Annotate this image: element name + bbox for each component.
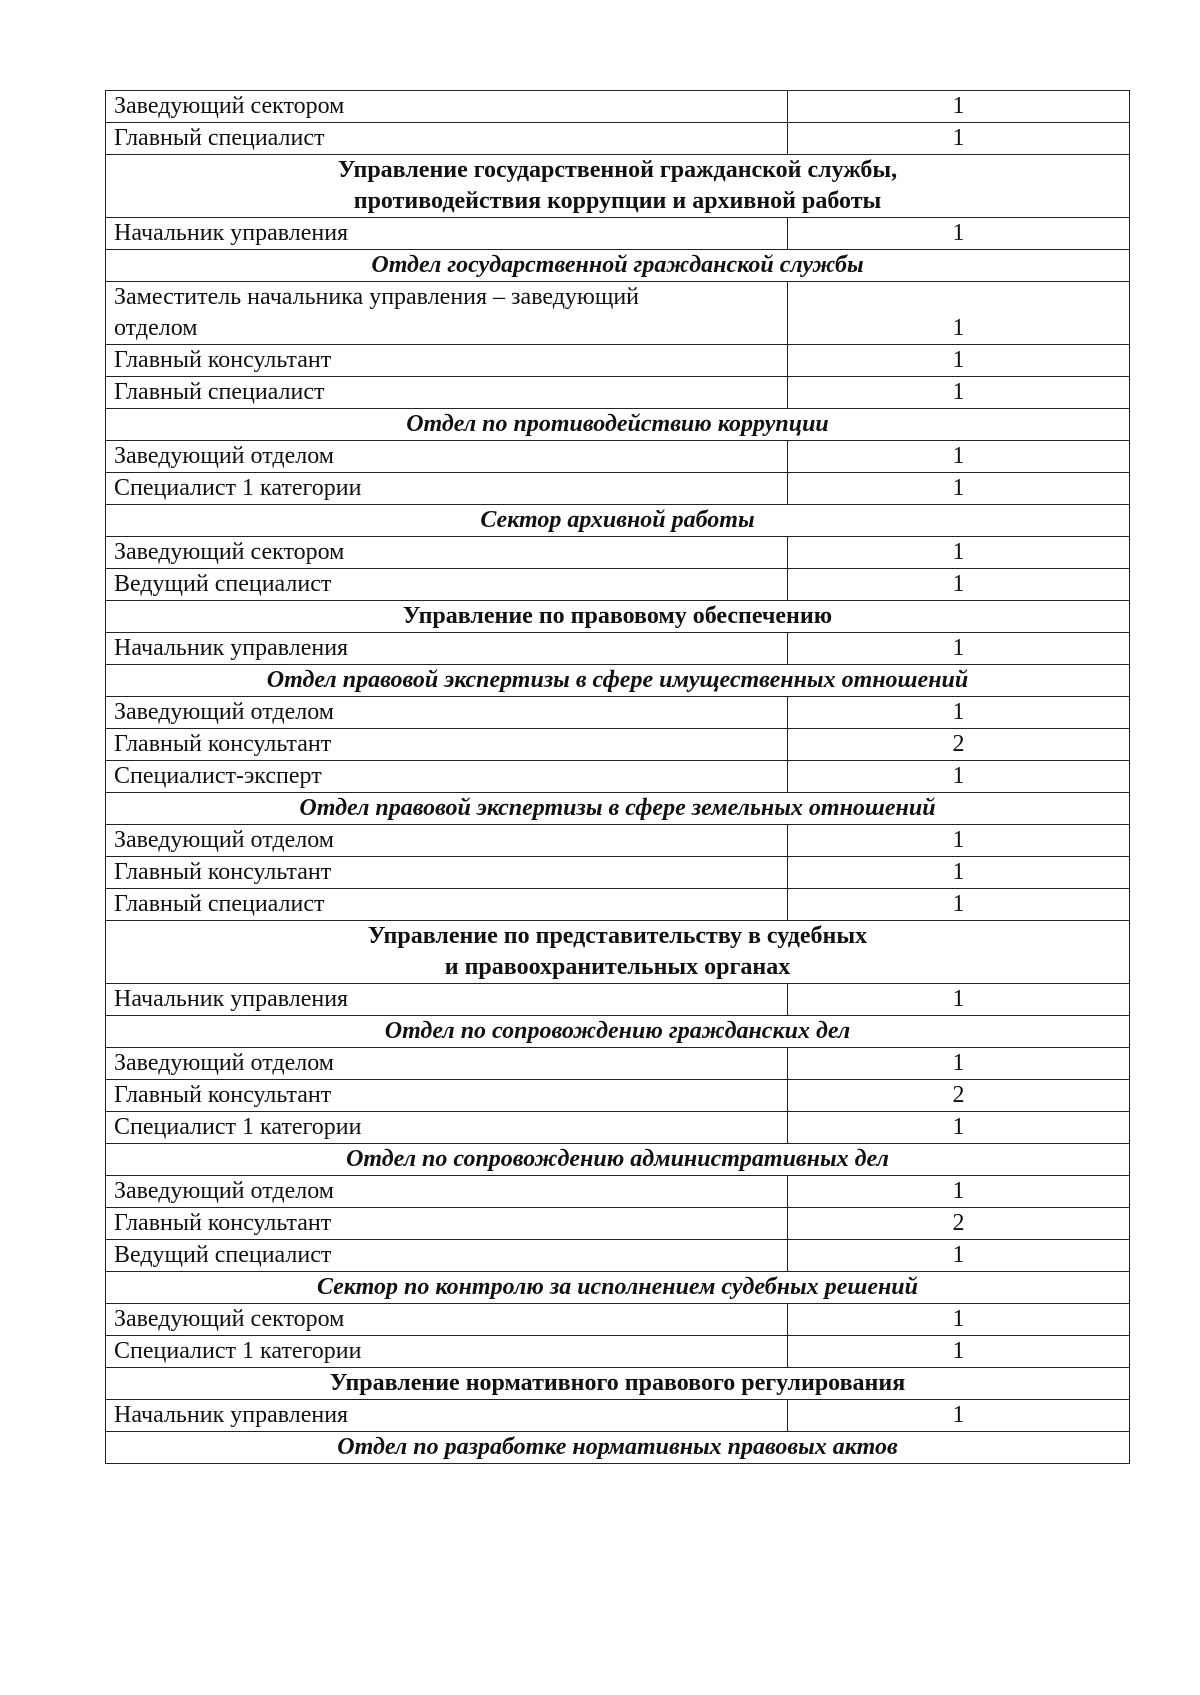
- directorate-title-line: Управление нормативного правового регулирования: [329, 1370, 906, 1396]
- position-name: Заведующий сектором: [106, 537, 788, 569]
- position-name: Заведующий отделом: [106, 825, 788, 857]
- position-name: Главный консультант: [106, 345, 788, 377]
- position-name: Главный консультант: [106, 729, 788, 761]
- position-name: Главный специалист: [106, 377, 788, 409]
- position-name: Главный специалист: [106, 123, 788, 155]
- position-count: 1: [788, 1400, 1130, 1432]
- position-row: [106, 825, 1130, 857]
- position-count: 1: [788, 1048, 1130, 1080]
- position-name: Начальник управления: [106, 984, 788, 1016]
- position-name: Специалист 1 категории: [106, 473, 788, 505]
- position-row: [106, 569, 1130, 601]
- position-row: [106, 1176, 1130, 1208]
- directorate-header-row: [106, 155, 1130, 218]
- position-name-line: отделом: [114, 315, 198, 341]
- position-row: [106, 1336, 1130, 1368]
- department-title: Отдел правовой экспертизы в сфере земельных отношений: [106, 793, 1130, 825]
- position-name: Специалист-эксперт: [106, 761, 788, 793]
- position-name: Заведующий отделом: [106, 1048, 788, 1080]
- position-name: Заведующий отделом: [106, 1176, 788, 1208]
- directorate-title-line: Управление по представительству в судебных: [367, 923, 868, 949]
- position-row: [106, 123, 1130, 155]
- position-count: 1: [788, 91, 1130, 123]
- position-count: 1: [788, 473, 1130, 505]
- position-name: Заведующий сектором: [106, 91, 788, 123]
- position-row: [106, 633, 1130, 665]
- directorate-title: [106, 601, 1130, 633]
- position-name: Специалист 1 категории: [106, 1112, 788, 1144]
- staffing-table-body: [106, 91, 1130, 1464]
- position-count: 1: [788, 123, 1130, 155]
- position-row: [106, 345, 1130, 377]
- department-title: Отдел правовой экспертизы в сфере имущественных отношений: [106, 665, 1130, 697]
- position-count: 1: [788, 697, 1130, 729]
- position-count: 1: [788, 569, 1130, 601]
- position-count: 1: [788, 761, 1130, 793]
- position-count: 1: [788, 1240, 1130, 1272]
- department-header-row: [106, 505, 1130, 537]
- position-name: Начальник управления: [106, 218, 788, 250]
- position-row: [106, 1400, 1130, 1432]
- position-row: [106, 1304, 1130, 1336]
- department-header-row: [106, 793, 1130, 825]
- position-name: Заведующий отделом: [106, 441, 788, 473]
- position-count: 1: [788, 377, 1130, 409]
- department-header-row: [106, 1016, 1130, 1048]
- department-header-row: [106, 250, 1130, 282]
- position-row: [106, 218, 1130, 250]
- position-name: [106, 282, 788, 345]
- directorate-title: [106, 155, 1130, 218]
- directorate-header-row: [106, 1368, 1130, 1400]
- directorate-title-line: противодействия коррупции и архивной работы: [353, 188, 882, 214]
- position-name: Заведующий сектором: [106, 1304, 788, 1336]
- position-row: [106, 1048, 1130, 1080]
- position-count: 1: [788, 1304, 1130, 1336]
- position-row: [106, 729, 1130, 761]
- position-count: 1: [788, 282, 1130, 345]
- department-title: Сектор по контролю за исполнением судебных решений: [106, 1272, 1130, 1304]
- directorate-title-line: Управление государственной гражданской службы,: [337, 157, 898, 183]
- position-name: Главный специалист: [106, 889, 788, 921]
- position-count: 1: [788, 633, 1130, 665]
- position-row: [106, 761, 1130, 793]
- position-name: Ведущий специалист: [106, 1240, 788, 1272]
- position-row: [106, 857, 1130, 889]
- position-row: [106, 473, 1130, 505]
- department-title: Отдел по сопровождению гражданских дел: [106, 1016, 1130, 1048]
- position-row: [106, 984, 1130, 1016]
- position-count: 2: [788, 1208, 1130, 1240]
- position-count: 2: [788, 729, 1130, 761]
- position-name: Заведующий отделом: [106, 697, 788, 729]
- position-name: Специалист 1 категории: [106, 1336, 788, 1368]
- position-row: [106, 91, 1130, 123]
- position-row: [106, 1112, 1130, 1144]
- position-count: 1: [788, 825, 1130, 857]
- position-count: 1: [788, 857, 1130, 889]
- position-row: [106, 889, 1130, 921]
- department-header-row: [106, 1432, 1130, 1464]
- position-count: 1: [788, 218, 1130, 250]
- position-row: [106, 377, 1130, 409]
- position-count: 1: [788, 441, 1130, 473]
- position-name: Ведущий специалист: [106, 569, 788, 601]
- department-title: Сектор архивной работы: [106, 505, 1130, 537]
- position-row: [106, 1240, 1130, 1272]
- department-title: Отдел государственной гражданской службы: [106, 250, 1130, 282]
- position-count: 1: [788, 1336, 1130, 1368]
- department-header-row: [106, 1272, 1130, 1304]
- staffing-table: [105, 90, 1130, 1464]
- department-title: Отдел по противодействию коррупции: [106, 409, 1130, 441]
- department-header-row: [106, 1144, 1130, 1176]
- position-count: 2: [788, 1080, 1130, 1112]
- position-count: 1: [788, 1112, 1130, 1144]
- position-row: [106, 537, 1130, 569]
- directorate-title: [106, 921, 1130, 984]
- position-row: [106, 1080, 1130, 1112]
- position-count: 1: [788, 984, 1130, 1016]
- position-name: Главный консультант: [106, 857, 788, 889]
- position-row: [106, 282, 1130, 345]
- department-header-row: [106, 409, 1130, 441]
- position-count: 1: [788, 345, 1130, 377]
- position-name: Начальник управления: [106, 1400, 788, 1432]
- directorate-title-line: и правоохранительных органах: [444, 954, 791, 980]
- position-name: Начальник управления: [106, 633, 788, 665]
- position-row: [106, 441, 1130, 473]
- position-count: 1: [788, 1176, 1130, 1208]
- position-row: [106, 1208, 1130, 1240]
- directorate-header-row: [106, 921, 1130, 984]
- department-header-row: [106, 665, 1130, 697]
- department-title: Отдел по сопровождению административных дел: [106, 1144, 1130, 1176]
- position-count: 1: [788, 889, 1130, 921]
- position-row: [106, 697, 1130, 729]
- position-name: Главный консультант: [106, 1080, 788, 1112]
- position-name: Главный консультант: [106, 1208, 788, 1240]
- directorate-title-line: Управление по правовому обеспечению: [402, 603, 833, 629]
- directorate-header-row: [106, 601, 1130, 633]
- position-name-line: Заместитель начальника управления – заведующий: [114, 284, 640, 310]
- position-count: 1: [788, 537, 1130, 569]
- department-title: Отдел по разработке нормативных правовых актов: [106, 1432, 1130, 1464]
- directorate-title: [106, 1368, 1130, 1400]
